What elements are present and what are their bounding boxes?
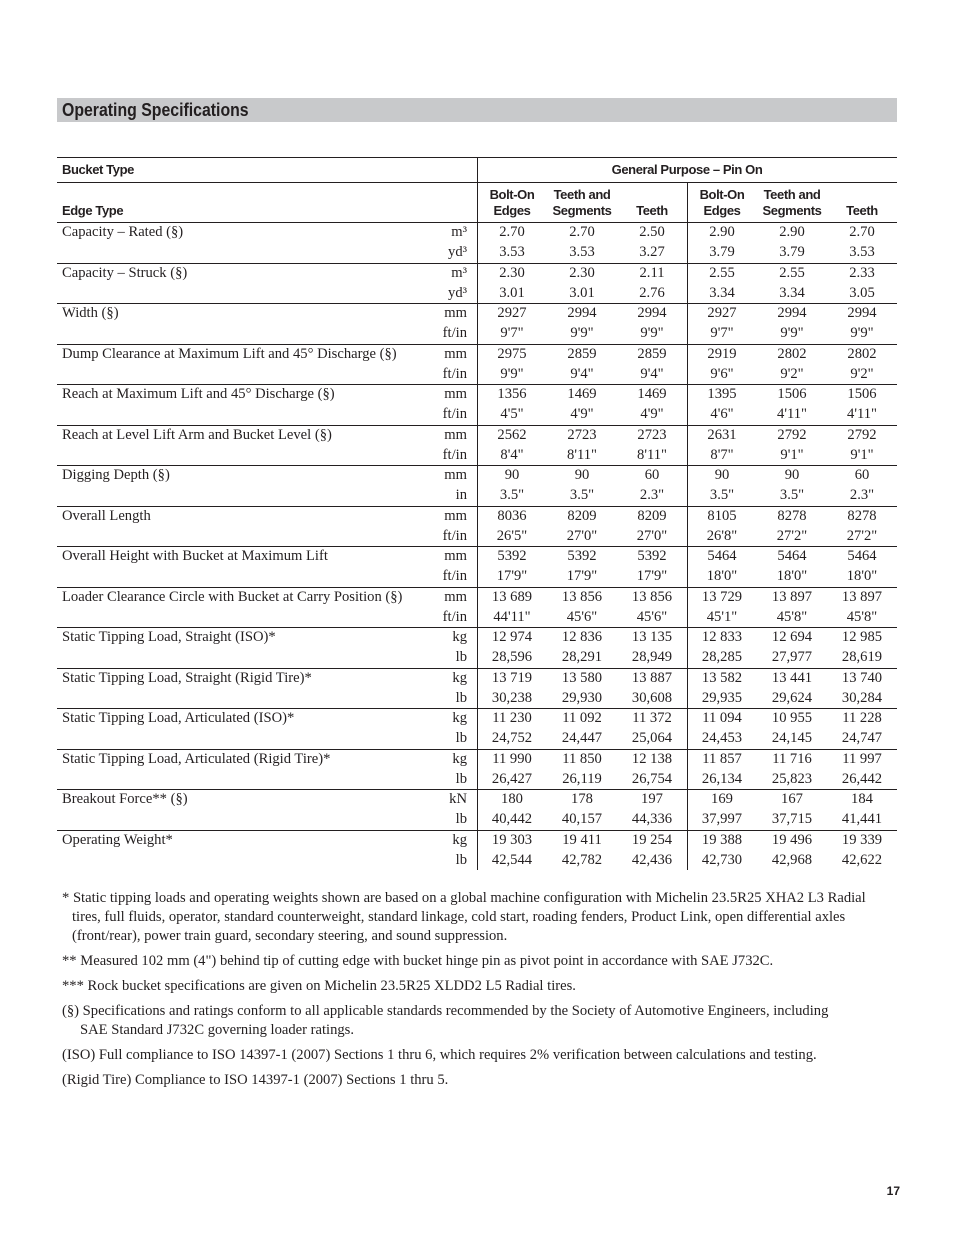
spec-value: 18'0" xyxy=(846,568,878,585)
footnote-line: tires, full fluids, operator, standard counterweight, standard linkage, cold start, roading fenders, Product Link, open differential axles xyxy=(72,909,846,925)
spec-value: 24,747 xyxy=(841,730,883,747)
spec-value: 42,436 xyxy=(631,851,673,868)
spec-value: 2723 xyxy=(567,426,597,443)
spec-value: 8'4" xyxy=(500,446,524,463)
spec-value: 13 729 xyxy=(701,588,743,605)
spec-value: 12 138 xyxy=(631,750,673,767)
spec-value: 3.79 xyxy=(709,244,735,261)
column-header-line: Bolt-On xyxy=(489,187,535,202)
spec-value: 2.55 xyxy=(709,264,735,281)
spec-unit: lb xyxy=(455,851,467,868)
spec-unit: ft/in xyxy=(442,568,467,585)
spec-value: 3.27 xyxy=(639,244,665,261)
column-header-teeth-and-segments xyxy=(757,182,827,222)
spec-value: 37,715 xyxy=(771,811,813,828)
spec-unit: lb xyxy=(455,689,467,706)
spec-value: 19 303 xyxy=(491,831,533,848)
spec-value: 30,284 xyxy=(841,689,883,706)
spec-unit: lb xyxy=(455,730,467,747)
footnote-line: ** Measured 102 mm (4") behind tip of cutting edge with bucket hinge pin as pivot point in accordance with SAE J732C. xyxy=(62,953,774,969)
spec-value: 2.50 xyxy=(639,224,665,240)
spec-unit: ft/in xyxy=(442,446,467,463)
spec-value: 26,427 xyxy=(491,770,533,787)
spec-value: 2.90 xyxy=(709,224,735,240)
spec-unit: mm xyxy=(444,305,467,321)
spec-value: 45'6" xyxy=(566,608,598,625)
spec-value: 12 974 xyxy=(491,629,533,645)
spec-value: 12 985 xyxy=(841,629,883,645)
column-header-line: Segments xyxy=(552,203,612,218)
spec-label: Capacity – Struck (§) xyxy=(62,264,188,281)
spec-label: Overall Height with Bucket at Maximum Lift xyxy=(62,548,328,564)
spec-value: 13 719 xyxy=(491,669,533,686)
spec-value: 2802 xyxy=(777,345,807,362)
spec-value: 8278 xyxy=(777,507,807,524)
spec-value: 9'9" xyxy=(850,325,874,342)
column-header-teeth xyxy=(617,182,687,222)
footnote xyxy=(62,977,897,996)
spec-value: 2562 xyxy=(497,426,527,443)
spec-value: 2.3" xyxy=(639,487,665,504)
spec-value: 42,782 xyxy=(561,851,603,868)
spec-value: 178 xyxy=(571,791,593,807)
spec-value: 11 716 xyxy=(772,750,812,767)
bucket-type-value: General Purpose – Pin On xyxy=(611,162,763,177)
spec-value: 3.79 xyxy=(779,244,805,261)
spec-label: Loader Clearance Circle with Bucket at Carry Position (§) xyxy=(62,588,403,605)
spec-value: 28,949 xyxy=(631,649,673,666)
spec-value: 11 850 xyxy=(562,750,602,767)
column-header-line: Edges xyxy=(703,203,741,218)
spec-unit: yd³ xyxy=(448,244,467,261)
spec-value: 1506 xyxy=(777,386,807,402)
spec-value: 2.55 xyxy=(779,264,805,281)
section-title-bar xyxy=(57,98,897,122)
spec-value: 40,442 xyxy=(491,811,533,828)
footnote-line: * Static tipping loads and operating weights shown are based on a global machine configuration with Michelin 23.5R25 XHA2 L3 Radial xyxy=(62,890,866,906)
spec-value: 42,544 xyxy=(491,851,533,868)
spec-value: 13 582 xyxy=(701,669,743,686)
column-header-bolt-on-edges xyxy=(687,182,757,222)
spec-unit: ft/in xyxy=(442,608,467,625)
spec-unit: mm xyxy=(444,345,467,362)
spec-unit: mm xyxy=(444,386,467,402)
spec-value: 9'7" xyxy=(710,325,734,342)
spec-value: 12 836 xyxy=(561,629,603,645)
spec-value: 5464 xyxy=(707,548,737,564)
spec-label: Reach at Level Lift Arm and Bucket Level (§) xyxy=(62,426,332,443)
spec-unit: mm xyxy=(444,467,467,483)
spec-value: 26,119 xyxy=(562,770,602,787)
spec-value: 9'2" xyxy=(780,365,804,382)
spec-value: 19 254 xyxy=(631,831,673,848)
spec-value: 12 694 xyxy=(771,629,813,645)
spec-unit: lb xyxy=(455,811,467,828)
spec-value: 5464 xyxy=(847,548,877,564)
column-header-line: Bolt-On xyxy=(699,187,745,202)
spec-value: 26'8" xyxy=(706,527,738,544)
spec-unit: ft/in xyxy=(442,406,467,423)
spec-value: 2.30 xyxy=(499,264,525,281)
spec-value: 167 xyxy=(781,791,803,807)
spec-value: 45'8" xyxy=(776,608,808,625)
footnote xyxy=(62,1046,897,1065)
spec-value: 28,619 xyxy=(841,649,883,666)
spec-value: 11 372 xyxy=(632,710,672,726)
spec-unit: mm xyxy=(444,507,467,524)
spec-value: 3.01 xyxy=(499,284,525,301)
spec-value: 13 135 xyxy=(631,629,673,645)
spec-unit: lb xyxy=(455,770,467,787)
spec-value: 2.70 xyxy=(499,224,525,240)
spec-unit: mm xyxy=(444,548,467,564)
footnotes xyxy=(62,889,897,1090)
column-header-teeth-and-segments xyxy=(547,182,617,222)
spec-value: 9'9" xyxy=(780,325,804,342)
spec-unit: kg xyxy=(452,669,467,686)
spec-value: 45'1" xyxy=(706,608,738,625)
spec-value: 9'1" xyxy=(850,446,874,463)
spec-value: 4'9" xyxy=(570,406,594,423)
spec-value: 3.34 xyxy=(779,284,805,301)
spec-value: 1356 xyxy=(497,386,527,402)
spec-value: 24,453 xyxy=(701,730,743,747)
spec-unit: mm xyxy=(444,588,467,605)
spec-value: 8'11" xyxy=(567,446,597,463)
column-header-line: Edges xyxy=(493,203,531,218)
spec-value: 26,134 xyxy=(701,770,743,787)
spec-value: 27'0" xyxy=(636,527,668,544)
spec-unit: ft/in xyxy=(442,365,467,382)
spec-value: 2.76 xyxy=(639,284,665,301)
footnote-line: (ISO) Full compliance to ISO 14397-1 (2007) Sections 1 thru 6, which requires 2% verification between calculations and testing. xyxy=(62,1047,817,1063)
section-title: Operating Specifications xyxy=(62,100,249,120)
spec-value: 2.3" xyxy=(849,487,875,504)
spec-label: Static Tipping Load, Straight (ISO)* xyxy=(62,629,276,645)
spec-value: 30,238 xyxy=(491,689,533,706)
spec-value: 1469 xyxy=(637,386,667,402)
spec-value: 3.53 xyxy=(499,244,525,261)
spec-value: 44'11" xyxy=(493,608,531,625)
spec-value: 18'0" xyxy=(706,568,738,585)
spec-value: 9'9" xyxy=(500,365,524,382)
spec-unit: yd³ xyxy=(448,284,467,301)
spec-value: 45'8" xyxy=(846,608,878,625)
spec-value: 9'2" xyxy=(850,365,874,382)
spec-value: 3.5" xyxy=(779,487,805,504)
spec-unit: in xyxy=(455,487,467,504)
spec-value: 17'9" xyxy=(636,568,668,585)
spec-value: 60 xyxy=(644,467,660,483)
spec-value: 11 857 xyxy=(702,750,742,767)
column-header-teeth xyxy=(827,182,897,222)
spec-value: 13 740 xyxy=(841,669,883,686)
spec-value: 3.5" xyxy=(709,487,735,504)
spec-value: 12 833 xyxy=(701,629,743,645)
spec-value: 2723 xyxy=(637,426,667,443)
spec-value: 9'7" xyxy=(500,325,524,342)
table-column-rule xyxy=(477,157,478,870)
spec-value: 1395 xyxy=(707,386,737,402)
spec-value: 26'5" xyxy=(496,527,528,544)
spec-value: 13 689 xyxy=(491,588,533,605)
spec-value: 9'4" xyxy=(640,365,664,382)
spec-value: 4'11" xyxy=(777,406,807,423)
spec-value: 17'9" xyxy=(566,568,598,585)
spec-value: 11 230 xyxy=(492,710,532,726)
spec-unit: kg xyxy=(452,710,467,726)
footnote-line: *** Rock bucket specifications are given on Michelin 23.5R25 XLDD2 L5 Radial tires. xyxy=(62,978,576,994)
footnote xyxy=(62,952,897,971)
column-header-line: Teeth xyxy=(636,203,668,218)
spec-value: 184 xyxy=(851,791,873,807)
column-header-line: Teeth xyxy=(846,203,878,218)
spec-value: 9'1" xyxy=(780,446,804,463)
spec-label: Breakout Force** (§) xyxy=(62,791,188,807)
spec-value: 5392 xyxy=(497,548,527,564)
spec-unit: ft/in xyxy=(442,325,467,342)
footnote-line: (Rigid Tire) Compliance to ISO 14397-1 (2007) Sections 1 thru 5. xyxy=(62,1072,449,1088)
spec-value: 9'6" xyxy=(710,365,734,382)
edge-type-label xyxy=(62,182,123,222)
spec-value: 25,064 xyxy=(631,730,673,747)
spec-value: 180 xyxy=(501,791,523,807)
spec-value: 2.33 xyxy=(849,264,875,281)
spec-value: 4'9" xyxy=(640,406,664,423)
spec-value: 19 411 xyxy=(562,831,602,848)
spec-value: 8036 xyxy=(497,507,527,524)
spec-value: 11 094 xyxy=(702,710,742,726)
spec-value: 19 496 xyxy=(771,831,813,848)
spec-value: 24,447 xyxy=(561,730,603,747)
spec-unit: ft/in xyxy=(442,527,467,544)
spec-value: 2927 xyxy=(497,305,527,321)
spec-value: 8278 xyxy=(847,507,877,524)
spec-value: 28,291 xyxy=(561,649,603,666)
column-header-line: Teeth and xyxy=(553,187,611,202)
footnote-line: SAE Standard J732C governing loader ratings. xyxy=(80,1022,354,1038)
spec-value: 13 441 xyxy=(771,669,813,686)
spec-unit: kN xyxy=(449,791,467,807)
spec-value: 2859 xyxy=(567,345,597,362)
spec-value: 197 xyxy=(641,791,663,807)
spec-value: 11 990 xyxy=(492,750,532,767)
spec-value: 90 xyxy=(504,467,520,483)
footnote-line: (§) Specifications and ratings conform to all applicable standards recommended by the Society of Automotive Engineers, including xyxy=(62,1003,829,1019)
spec-value: 13 856 xyxy=(631,588,673,605)
spec-value: 11 997 xyxy=(842,750,882,767)
spec-label: Overall Length xyxy=(62,507,151,524)
spec-value: 42,622 xyxy=(841,851,883,868)
spec-value: 8209 xyxy=(637,507,667,524)
spec-value: 26,442 xyxy=(841,770,883,787)
spec-value: 2927 xyxy=(707,305,737,321)
spec-value: 2631 xyxy=(707,426,737,443)
spec-value: 13 897 xyxy=(771,588,813,605)
spec-value: 8105 xyxy=(707,507,737,524)
spec-value: 42,730 xyxy=(701,851,743,868)
spec-value: 30,608 xyxy=(631,689,673,706)
spec-value: 8'11" xyxy=(637,446,667,463)
spec-unit: kg xyxy=(452,750,467,767)
spec-value: 2994 xyxy=(777,305,807,321)
table-column-rule xyxy=(687,182,688,870)
spec-value: 2975 xyxy=(497,345,527,362)
spec-value: 3.53 xyxy=(849,244,875,261)
spec-value: 2919 xyxy=(707,345,737,362)
spec-value: 4'11" xyxy=(847,406,877,423)
spec-value: 9'9" xyxy=(570,325,594,342)
spec-value: 42,968 xyxy=(771,851,813,868)
spec-unit: kg xyxy=(452,629,467,645)
column-header-line: Teeth and xyxy=(763,187,821,202)
spec-unit: m³ xyxy=(451,224,467,240)
spec-value: 3.05 xyxy=(849,284,875,301)
spec-value: 45'6" xyxy=(636,608,668,625)
spec-unit: lb xyxy=(455,649,467,666)
spec-value: 13 580 xyxy=(561,669,603,686)
spec-value: 24,752 xyxy=(491,730,533,747)
spec-value: 9'9" xyxy=(640,325,664,342)
footnote xyxy=(62,1071,897,1090)
spec-value: 44,336 xyxy=(631,811,673,828)
spec-value: 18'0" xyxy=(776,568,808,585)
spec-value: 2.90 xyxy=(779,224,805,240)
spec-value: 3.34 xyxy=(709,284,735,301)
spec-value: 2.70 xyxy=(849,224,875,240)
spec-value: 4'6" xyxy=(710,406,734,423)
spec-value: 2792 xyxy=(777,426,807,443)
spec-value: 40,157 xyxy=(561,811,603,828)
spec-value: 8209 xyxy=(567,507,597,524)
spec-value: 13 887 xyxy=(631,669,673,686)
footnote-line: (front/rear), power train guard, secondary steering, and sound suppression. xyxy=(72,928,508,944)
spec-value: 1469 xyxy=(567,386,597,402)
spec-unit: mm xyxy=(444,426,467,443)
spec-value: 11 092 xyxy=(562,710,602,726)
spec-value: 24,145 xyxy=(771,730,813,747)
spec-value: 60 xyxy=(854,467,870,483)
spec-value: 5392 xyxy=(567,548,597,564)
spec-value: 2802 xyxy=(847,345,877,362)
footnote xyxy=(62,1002,897,1040)
spec-value: 2994 xyxy=(567,305,597,321)
page-number: 17 xyxy=(886,1184,900,1198)
spec-value: 19 339 xyxy=(841,831,883,848)
spec-value: 19 388 xyxy=(701,831,743,848)
spec-value: 3.5" xyxy=(569,487,595,504)
spec-value: 17'9" xyxy=(496,568,528,585)
spec-value: 28,285 xyxy=(701,649,743,666)
spec-value: 3.53 xyxy=(569,244,595,261)
spec-value: 10 955 xyxy=(771,710,813,726)
spec-label: Operating Weight* xyxy=(62,831,173,848)
spec-label: Digging Depth (§) xyxy=(62,467,170,483)
spec-value: 90 xyxy=(714,467,730,483)
spec-value: 2859 xyxy=(637,345,667,362)
spec-value: 13 897 xyxy=(841,588,883,605)
spec-label: Static Tipping Load, Straight (Rigid Tire)* xyxy=(62,669,312,686)
footnote xyxy=(62,889,897,946)
spec-value: 29,935 xyxy=(701,689,743,706)
spec-value: 27,977 xyxy=(771,649,813,666)
spec-unit: kg xyxy=(452,831,467,848)
spec-label: Capacity – Rated (§) xyxy=(62,224,184,240)
spec-value: 3.01 xyxy=(569,284,595,301)
spec-value: 2994 xyxy=(847,305,877,321)
spec-value: 8'7" xyxy=(710,446,734,463)
spec-value: 29,624 xyxy=(771,689,813,706)
spec-value: 13 856 xyxy=(561,588,603,605)
spec-value: 4'5" xyxy=(500,406,524,423)
column-header-bolt-on-edges xyxy=(477,182,547,222)
spec-value: 27'2" xyxy=(846,527,878,544)
spec-value: 90 xyxy=(574,467,590,483)
spec-value: 5392 xyxy=(637,548,667,564)
spec-value: 25,823 xyxy=(771,770,813,787)
spec-value: 1506 xyxy=(847,386,877,402)
spec-value: 3.5" xyxy=(499,487,525,504)
spec-value: 2792 xyxy=(847,426,877,443)
spec-value: 169 xyxy=(711,791,733,807)
spec-label: Reach at Maximum Lift and 45° Discharge (§) xyxy=(62,386,335,402)
spec-value: 26,754 xyxy=(631,770,673,787)
spec-value: 11 228 xyxy=(842,710,882,726)
column-header-line: Segments xyxy=(762,203,822,218)
spec-value: 37,997 xyxy=(701,811,743,828)
spec-value: 41,441 xyxy=(841,811,883,828)
operating-specifications-table xyxy=(57,157,897,870)
spec-value: 5464 xyxy=(777,548,807,564)
spec-label: Dump Clearance at Maximum Lift and 45° Discharge (§) xyxy=(62,345,397,362)
spec-value: 90 xyxy=(784,467,800,483)
spec-value: 2.70 xyxy=(569,224,595,240)
spec-value: 2.30 xyxy=(569,264,595,281)
spec-label: Static Tipping Load, Articulated (Rigid Tire)* xyxy=(62,750,331,767)
spec-value: 29,930 xyxy=(561,689,603,706)
spec-value: 27'2" xyxy=(776,527,808,544)
spec-value: 9'4" xyxy=(570,365,594,382)
spec-unit: m³ xyxy=(451,264,467,281)
spec-value: 27'0" xyxy=(566,527,598,544)
bucket-type-label: Bucket Type xyxy=(62,162,134,177)
spec-value: 28,596 xyxy=(491,649,533,666)
spec-label: Static Tipping Load, Articulated (ISO)* xyxy=(62,710,295,726)
edge-type-label-text: Edge Type xyxy=(62,203,124,218)
spec-value: 2994 xyxy=(637,305,667,321)
spec-value: 2.11 xyxy=(639,264,665,281)
spec-label: Width (§) xyxy=(62,305,119,321)
